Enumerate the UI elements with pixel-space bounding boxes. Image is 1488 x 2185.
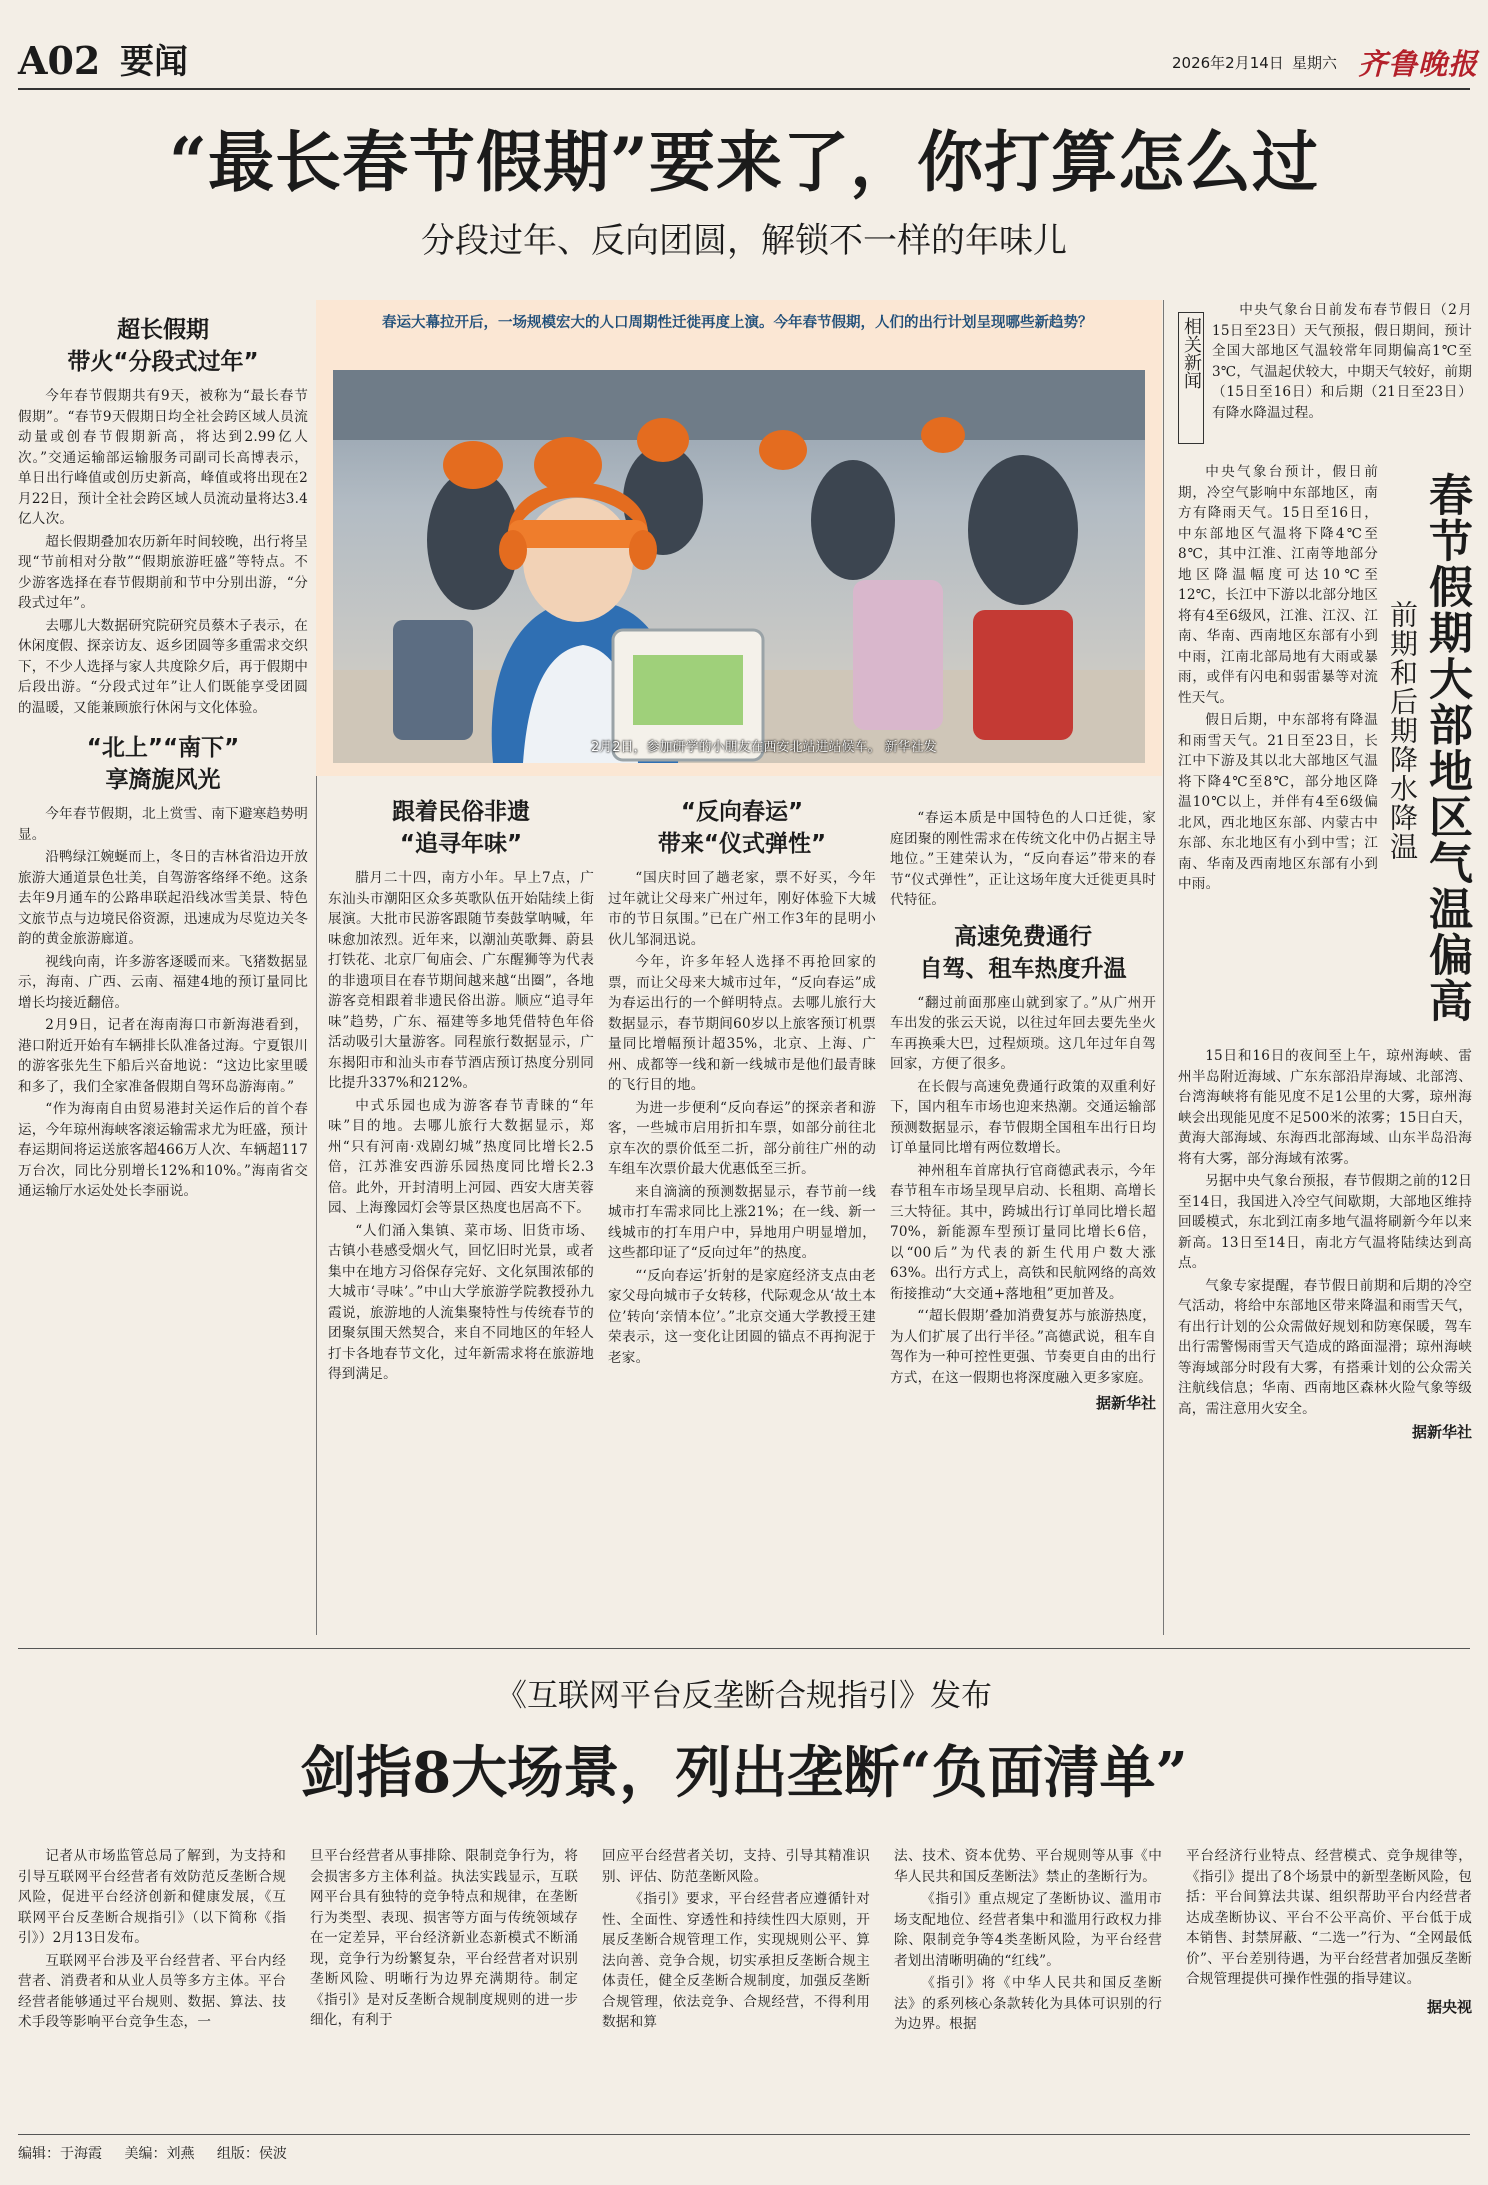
header-rule <box>18 88 1470 90</box>
antitrust-headline: 剑指8大场景，列出垄断“负面清单” <box>300 1740 1188 1806</box>
paragraph: 中央气象台日前发布春节假日（2月15日至23日）天气预报，假日期间，预计全国大部地区气温较常年同期偏高1℃至3℃，气温起伏较大，中期天气较好，前期（15日至16日）和后期（21日至23日）有降水降温过程。 <box>1212 302 1472 421</box>
lead-box <box>316 300 1162 776</box>
page-number: A02 <box>18 38 101 83</box>
related-news-label: 相关新闻 <box>1181 317 1202 389</box>
paper-logo: 齐鲁晚报 <box>1358 47 1479 81</box>
paragraph: 互联网平台涉及平台经营者、平台内经营者、消费者和从业人员等多方主体。平台经营者能够通过平台规则、数据、算法、技术手段等影响平台竞争生态，一 <box>18 1952 286 2030</box>
paragraph: 来自滴滴的预测数据显示，春节前一线城市打车需求同比上涨21%；在一线、新一线城市的打车用户中，异地用户明显增加，这些都印证了“反向过年”的热度。 <box>608 1183 876 1261</box>
paragraph: “作为海南自由贸易港封关运作后的首个春运，今年琼州海峡客滚运输需求尤为旺盛，预计春运期间将运送旅客超466万人次、车辆超117万台次，同比分别增长12%和10%。”海南省交通运输厅水运处处长李丽说。 <box>18 1101 308 1199</box>
paragraph: 今年春节假期，北上赏雪、南下避寒趋势明显。 <box>18 806 308 843</box>
paragraph: 在长假与高速免费通行政策的双重利好下，国内租车市场也迎来热潮。交通运输部预测数据显示，春节假期全国租车出行日均订单量同比增有两位数增长。 <box>890 1078 1156 1156</box>
photo-children-station <box>333 370 1145 763</box>
source-credit: 据央视 <box>1426 1997 1472 2016</box>
editor-credit: 编辑：于海霞 <box>18 2146 102 2162</box>
source-credit: 据新华社 <box>1095 1394 1156 1412</box>
paragraph: “‘反向春运’折射的是家庭经济支点由老家父母向城市子女转移，代际观念从‘故土本位’转向‘亲情本位’。”北京交通大学教授王建荣表示，这一变化让团圆的锚点不再拘泥于老家。 <box>608 1267 876 1366</box>
related-news-tag <box>1178 312 1204 444</box>
subhead-long-holiday: 超长假期 带火“分段式过年” <box>67 317 259 375</box>
weather-lead-column <box>1212 300 1472 462</box>
paragraph: “国庆时回了趟老家，票不好买，今年过年就让父母来广州过年，刚好体验下大城市的节日氛围。”已在广州工作3年的昆明小伙儿邹洞迅说。 <box>608 870 876 948</box>
paragraph: 神州租车首席执行官商德武表示，今年春节租车市场呈现早启动、长租期、高增长三大特征。其中，跨城出行订单同比增长超70%，新能源车型预订量同比增长6倍，以“00后”为代表的新生代用户数大涨63%。出行方式上，高铁和民航网络的高效衔接推动“大交通+落地租”更加普及。 <box>890 1162 1156 1302</box>
paragraph: 旦平台经营者从事排除、限制竞争行为，将会损害多方主体利益。执法实践显示，互联网平台具有独特的竞争特点和规律，在垄断行为类型、表现、损害等方面与传统领域存在一定差异，平台经济新业态新模式不断涌现，竞争行为纷繁复杂，平台经营者对识别垄断风险、明晰行为边界充满期待。制定《指引》是对反垄断合规制度规则的进一步细化，有利于 <box>310 1848 578 2028</box>
main-subheadline: 分段过年、反向团圆，解锁不一样的年味儿 <box>421 221 1067 261</box>
main-headline: “最长春节假期”要来了，你打算怎么过 <box>169 123 1319 201</box>
issue-weekday: 星期六 <box>1292 54 1338 72</box>
paragraph: 另据中央气象台预报，春节假期之前的12日至14日，我国进入冷空气间歇期，大部地区维持回暖模式，东北到江南多地气温将刷新今年以来新高。13日至14日，南北方气温将陆续达到高点。 <box>1178 1173 1472 1271</box>
antitrust-column-5 <box>1186 1846 1472 2096</box>
column-divider <box>1163 300 1164 1635</box>
weather-subheadline: 前期和后期降水降温 <box>1386 600 1419 861</box>
paragraph: 中式乐园也成为游客春节青睐的“年味”目的地。去哪儿旅行大数据显示，郑州“只有河南·戏剧幻城”热度同比增长2.5倍，江苏淮安西游乐园热度同比增长2.3倍。此外，开封清明上河园、西安大唐芙蓉园、上海豫园灯会等景区热度也居高不下。 <box>328 1097 594 1216</box>
paragraph: 为进一步便利“反向春运”的探亲者和游客，一些城市启用折扣车票，如部分前往北京车次的票价低至二折，部分前往广州的动车组车次票价最大优惠低至三折。 <box>608 1099 876 1177</box>
story1-column-4 <box>890 808 1156 1634</box>
subhead-north-south: “北上”“南下” 享旖旎风光 <box>86 735 240 793</box>
paragraph: 平台经济行业特点、经营模式、竞争规律等，《指引》提出了8个场景中的新型垄断风险，包括：平台间算法共谋、组织帮助平台内经营者达成垄断协议、平台不公平高价、平台低于成本销售、封禁屏蔽、“二选一”行为、“全网最低价”、平台差别待遇，为平台经营者加强反垄断合规管理提供可操作性强的指导建议。 <box>1186 1848 1472 1987</box>
lead-text: 春运大幕拉开后，一场规模宏大的人口周期性迁徙再度上演。今年春节假期，人们的出行计划呈现哪些新趋势？ <box>382 315 1093 331</box>
photo-caption: 2月2日，参加研学的小朋友在西安北站进站候车。 新华社发 <box>591 740 937 755</box>
footer-rule <box>18 2134 1470 2135</box>
section-rule <box>18 1648 1470 1649</box>
paragraph: 15日和16日的夜间至上午，琼州海峡、雷州半岛附近海域、广东东部沿岸海域、北部湾、台湾海峡将有能见度不足1公里的大雾，琼州海峡会出现能见度不足500米的浓雾；15日白天，黄海大部海域、东海西北部海域、山东半岛沿海将有大雾，部分海域有浓雾。 <box>1178 1048 1472 1167</box>
section-label: 要闻 <box>120 42 188 82</box>
antitrust-column-3 <box>602 1846 870 2096</box>
subhead-self-drive: 高速免费通行 自驾、租车热度升温 <box>919 923 1127 982</box>
source-credit: 据新华社 <box>1411 1423 1472 1441</box>
paragraph: 2月9日，记者在海南海口市新海港看到，港口附近开始有车辆排长队准备过海。宁夏银川的游客张先生下船后兴奋地说：“这边比家里暖和多了，我们全家准备假期自驾环岛游海南。” <box>18 1017 308 1095</box>
paragraph: 《指引》将《中华人民共和国反垄断法》的系列核心条款转化为具体可识别的行为边界。根据 <box>894 1975 1162 2032</box>
antitrust-column-1 <box>18 1846 286 2096</box>
antitrust-column-4 <box>894 1846 1162 2096</box>
footer-credits <box>18 2144 287 2164</box>
paragraph: 今年春节假期共有9天，被称为“最长春节假期”。“春节9天假期日均全社会跨区域人员流动量或创春节假期新高，将达到2.99亿人次。”交通运输部运输服务司副司长高博表示，单日出行峰值或创历史新高，峰值或将出现在2月22日，预计全社会跨区域人员流动量将达3.4亿人次。 <box>18 388 308 527</box>
paragraph: 《指引》要求，平台经营者应遵循针对性、全面性、穿透性和持续性四大原则，开展反垄断合规管理工作，实现规则公平、算法向善、竞争合规，切实承担反垄断合规主体责任，健全反垄断合规制度，加强反垄断合规管理，依法竞争、合规经营，不得利用数据和算 <box>602 1891 870 2030</box>
antitrust-kicker: 《互联网平台反垄断合规指引》发布 <box>496 1678 992 1714</box>
paragraph: 《指引》重点规定了垄断协议、滥用市场支配地位、经营者集中和滥用行政权力排除、限制竞争等4类垄断风险，为平台经营者划出清晰明确的“红线”。 <box>894 1891 1162 1969</box>
issue-date: 2026年2月14日 <box>1172 54 1284 72</box>
paragraph: “春运本质是中国特色的人口迁徙，家庭团聚的刚性需求在传统文化中仍占据主导地位。”王建荣认为，“反向春运”带来的春节“仪式弹性”，正让这场年度大迁徙更具时代特征。 <box>890 810 1156 908</box>
paragraph: 今年，许多年轻人选择不再抢回家的票，而让父母来大城市过年，“反向春运”成为春运出行的一个鲜明特点。去哪儿旅行大数据显示，春节期间60岁以上旅客预订机票量同比增幅预计超35%，北京、上海、广州、成都等一线和新一线城市是他们最青睐的飞行目的地。 <box>608 954 876 1093</box>
paragraph: 回应平台经营者关切，支持、引导其精准识别、评估、防范垄断风险。 <box>602 1848 870 1885</box>
paragraph: 气象专家提醒，春节假日前期和后期的冷空气活动，将给中东部地区带来降温和雨雪天气，有出行计划的公众需做好规划和防寒保暖，驾车出行需警惕雨雪天气造成的路面湿滑；琼州海峡等海域部分时段有大雾，有搭乘计划的公众需关注航线信息；华南、西南地区森林火险气象等级高，需注意用火安全。 <box>1178 1277 1472 1417</box>
story1-column-1 <box>18 308 308 1638</box>
paragraph: “人们涌入集镇、菜市场、旧货市场、古镇小巷感受烟火气，回忆旧时光景，或者集中在地方习俗保存完好、文化氛围浓郁的大城市‘寻味’。”中山大学旅游学院教授孙九霞说，旅游地的人流集聚特性与传统春节的团聚氛围天然契合，来自不同地区的年轻人打卡各地春节文化，过年新需求将在旅游地得到满足。 <box>328 1222 594 1382</box>
weather-narrow-column <box>1178 462 1378 1042</box>
paragraph: 腊月二十四，南方小年。早上7点，广东汕头市潮阳区众多英歌队伍开始陆续上街展演。大批市民游客跟随节奏鼓掌呐喊，年味愈加浓烈。近年来，以潮汕英歌舞、蔚县打铁花、北京厂甸庙会、广东醒狮等为代表的非遗项目在春节期间越来越“出圈”，各地游客竞相跟着非遗民俗出游。顺应“追寻年味”趋势，广东、福建等多地凭借特色年俗活动吸引大量游客。同程旅行数据显示，广东揭阳市和汕头市春节酒店预订热度分别同比提升337%和212%。 <box>328 870 594 1091</box>
subhead-folk-customs: 跟着民俗非遗 “追寻年味” <box>392 799 530 857</box>
layout-credit: 组版：侯波 <box>216 2146 287 2162</box>
paragraph: “‘超长假期’叠加消费复苏与旅游热度，为人们扩展了出行半径。”高德武说，租车自驾作为一种可控性更强、节奏更自由的出行方式，在这一假期也将深度融入更多家庭。 <box>890 1308 1156 1386</box>
story1-column-2 <box>328 784 594 1634</box>
antitrust-column-2 <box>310 1846 578 2096</box>
paragraph: 沿鸭绿江婉蜒而上，冬日的吉林省沿边开放旅游大通道景色壮美，自驾游客络绎不绝。这条去年9月通车的公路串联起沿线冰雪美景、特色文旅节点与边境民俗资源，迅速成为尽览边关冬韵的黄金旅游廊道。 <box>18 849 308 947</box>
paragraph: 法、技术、资本优势、平台规则等从事《中华人民共和国反垄断法》禁止的垄断行为。 <box>894 1848 1162 1885</box>
story1-column-3 <box>608 784 876 1634</box>
paragraph: “翻过前面那座山就到家了。”从广州开车出发的张云天说，以往过年回去要先坐火车再换乘大巴，过程烦琐。这几年过年自驾回家，方便了很多。 <box>890 994 1156 1072</box>
paragraph: 超长假期叠加农历新年时间较晚，出行将呈现“节前相对分散”“假期旅游旺盛”等特点。不少游客选择在春节假期前和节中分别出游，“分段式过年”。 <box>18 533 308 611</box>
weather-headline: 春节假期大部地区气温偏高 <box>1421 472 1472 1024</box>
subhead-reverse-migration: “反向春运” 带来“仪式弹性” <box>657 799 827 857</box>
paragraph: 中央气象台预计，假日前期，冷空气影响中东部地区，南方有降雨天气。15日至16日，中东部地区气温将下降4℃至8℃，其中江淮、江南等地部分地区降温幅度可达10℃至12℃，长江中下游以北部分地区将有4至6级风，江淮、江汉、江南、华南、西南地区东部有小到中雨，江南北部局地有大雨或暴雨，或伴有闪电和弱雷暴等对流性天气。 <box>1178 464 1378 706</box>
paragraph: 记者从市场监管总局了解到，为支持和引导互联网平台经营者有效防范反垄断合规风险，促进平台经济创新和健康发展，《互联网平台反垄断合规指引》（以下简称《指引》）2月13日发布。 <box>18 1848 286 1946</box>
weather-bottom-column <box>1178 1046 1472 1636</box>
art-credit: 美编：刘燕 <box>124 2146 195 2162</box>
paragraph: 去哪儿大数据研究院研究员蔡木子表示，在休闲度假、探亲访友、返乡团圆等多重需求交织下，不少人选择与家人共度除夕后，再于假期中后段出游。“分段式过年”让人们既能享受团圆的温暖，又能兼顾旅行休闲与文化体验。 <box>18 617 308 716</box>
paragraph: 视线向南，许多游客逐暖而来。飞猪数据显示，海南、广西、云南、福建4地的预订量同比增长均接近翻倍。 <box>18 953 308 1011</box>
paragraph: 假日后期，中东部将有降温和雨雪天气。21日至23日，长江中下游及其以北大部地区气温将下降4℃至8℃，部分地区降温10℃以上，并伴有4至6级偏北风，西北地区东部、内蒙古中东部、东北地区有小到中雪；江南、华南及西南地区东部有小到中雨。 <box>1178 712 1378 892</box>
